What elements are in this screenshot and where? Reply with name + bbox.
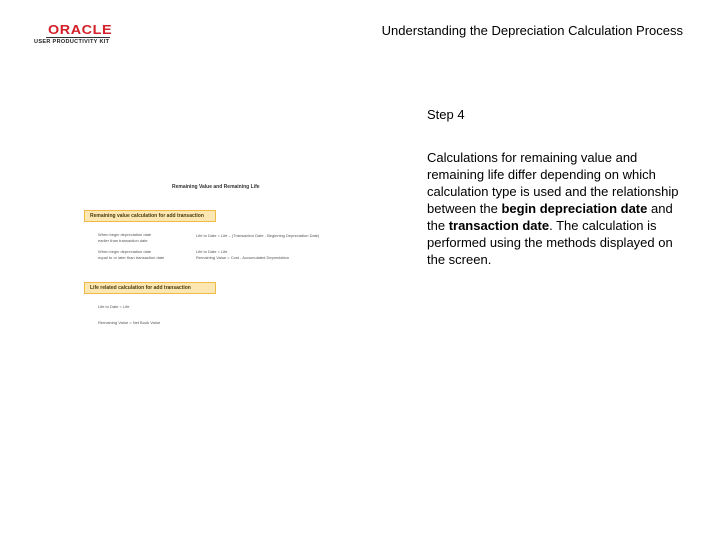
section2-heading: Life related calculation for add transaction — [90, 285, 191, 291]
section2-line-2: Remaining Value = Net Book Value — [98, 320, 161, 325]
step-label: Step 4 — [427, 107, 465, 122]
calculation-figure — [82, 180, 362, 340]
row2-formula-1: Life to Date = Life — [196, 249, 228, 254]
oracle-upk-logo — [34, 22, 124, 48]
row2-condition-1: When begin depreciation date — [98, 249, 152, 254]
row1-condition-1: When begin depreciation date — [98, 232, 152, 237]
row2-formula-2: Remaining Value = Cost - Accumulated Depreciation — [196, 255, 289, 260]
desc-bold-transaction-date: transaction date — [448, 218, 550, 233]
section1-heading: Remaining value calculation for add transaction — [90, 213, 204, 219]
logo-subtitle: USER PRODUCTIVITY KIT — [34, 39, 110, 45]
logo-brand: ORACLE — [48, 23, 113, 37]
figure-title: Remaining Value and Remaining Life — [172, 184, 260, 190]
desc-text-1: Calculations for remaining value and remaining life differ depending on which calculation type is used and the relationship between the — [427, 150, 679, 216]
desc-bold-begin-date: begin depreciation date — [501, 201, 648, 216]
section1-heading-box — [84, 210, 216, 222]
row1-condition-2: earlier than transaction date — [98, 238, 148, 243]
desc-text-3: . The calculation is performed using the methods displayed on the screen. — [427, 218, 673, 267]
page-title: Understanding the Depreciation Calculation Process — [381, 23, 683, 38]
section2-heading-box — [84, 282, 216, 294]
desc-text-2: and the — [427, 201, 673, 233]
step-description — [427, 149, 689, 268]
logo-divider — [46, 37, 110, 38]
row1-formula: Life to Date = Life – (Transaction Date - Beginning Depreciation Date) — [196, 233, 320, 238]
section2-line-1: Life to Date = Life — [98, 304, 130, 309]
row2-condition-2: equal to or later than transaction date — [98, 255, 165, 260]
